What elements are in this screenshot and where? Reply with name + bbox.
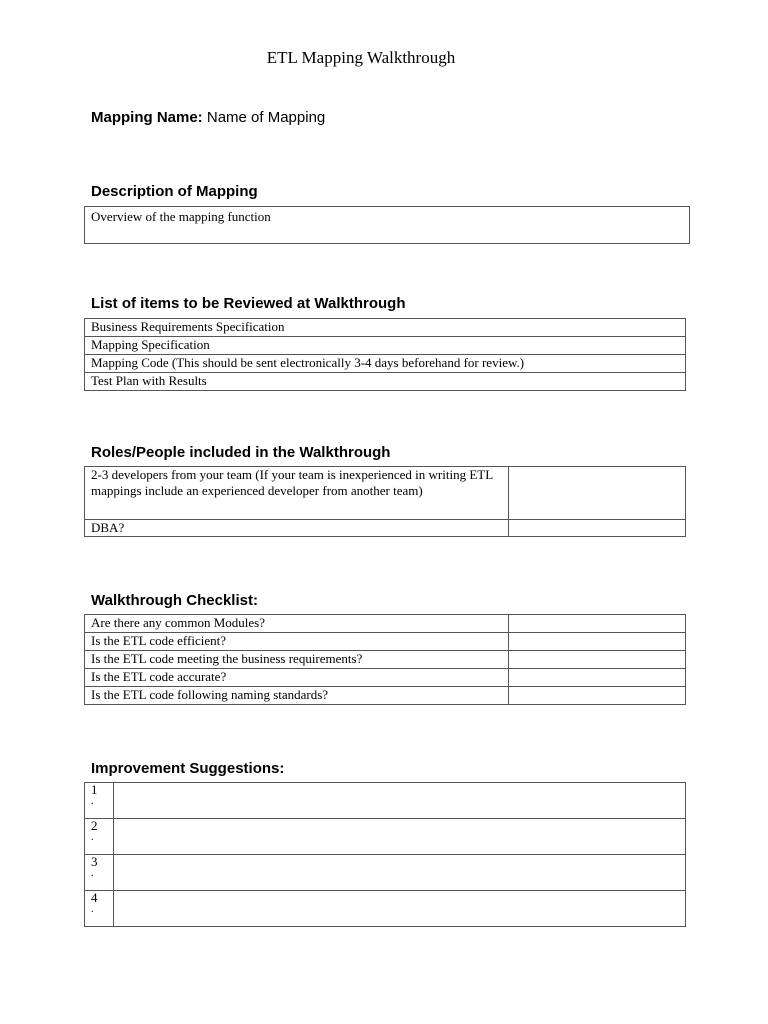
table-row [85, 520, 686, 537]
checklist-question: Are there any common Modules? [85, 615, 509, 633]
suggestion-number [85, 783, 114, 819]
roles-heading: Roles/People included in the Walkthrough [91, 444, 391, 461]
suggestion-number [85, 891, 114, 927]
checklist-question: Is the ETL code accurate? [85, 669, 509, 687]
improvements-heading: Improvement Suggestions: [91, 760, 285, 777]
checklist-table [84, 614, 686, 705]
checklist-answer-cell [508, 669, 685, 687]
checklist-answer-cell [508, 687, 685, 705]
mapping-name-value: Name of Mapping [206, 109, 326, 126]
checklist-heading: Walkthrough Checklist: [91, 592, 258, 609]
table-row [85, 855, 686, 891]
review-item: Mapping Code (This should be sent electronically 3-4 days beforehand for review.) [85, 355, 686, 373]
suggestion-number-dot: . [91, 868, 94, 879]
mapping-name [91, 109, 325, 126]
table-row [85, 355, 686, 373]
suggestion-number-text: 1 [91, 782, 98, 797]
checklist-question: Is the ETL code efficient? [85, 633, 509, 651]
review-item: Mapping Specification [85, 337, 686, 355]
checklist-question: Is the ETL code following naming standards? [85, 687, 509, 705]
mapping-name-label: Mapping Name: [91, 109, 203, 126]
suggestion-number [85, 855, 114, 891]
page-title: ETL Mapping Walkthrough [266, 48, 456, 67]
suggestion-number-text: 4 [91, 890, 98, 905]
table-row [85, 783, 686, 819]
suggestion-number-dot: . [91, 904, 94, 915]
role-description: 2-3 developers from your team (If your team is inexperienced in writing ETL mappings include an experienced developer from another team) [85, 467, 509, 520]
improvements-table [84, 782, 686, 927]
review-items-table [84, 318, 686, 391]
suggestion-number-text: 3 [91, 854, 98, 869]
table-row [85, 651, 686, 669]
review-item: Test Plan with Results [85, 373, 686, 391]
suggestion-cell [114, 891, 686, 927]
description-heading: Description of Mapping [91, 183, 258, 200]
suggestion-number-text: 2 [91, 818, 98, 833]
role-value-cell [508, 467, 685, 520]
table-row [85, 467, 686, 520]
roles-table [84, 466, 686, 537]
suggestion-cell [114, 783, 686, 819]
suggestion-number-dot: . [91, 832, 94, 843]
suggestion-cell [114, 855, 686, 891]
checklist-question: Is the ETL code meeting the business requirements? [85, 651, 509, 669]
suggestion-number [85, 819, 114, 855]
table-row [85, 633, 686, 651]
checklist-answer-cell [508, 615, 685, 633]
suggestion-cell [114, 819, 686, 855]
table-row [85, 319, 686, 337]
table-row [85, 373, 686, 391]
suggestion-number-dot: . [91, 796, 94, 807]
description-text: Overview of the mapping function [85, 207, 690, 244]
role-value-cell [508, 520, 685, 537]
checklist-answer-cell [508, 651, 685, 669]
table-row [85, 337, 686, 355]
review-item: Business Requirements Specification [85, 319, 686, 337]
review-items-heading: List of items to be Reviewed at Walkthrough [91, 295, 406, 312]
role-description: DBA? [85, 520, 509, 537]
table-row [85, 669, 686, 687]
table-row [85, 615, 686, 633]
table-row [85, 891, 686, 927]
checklist-answer-cell [508, 633, 685, 651]
description-table [84, 206, 690, 244]
table-row [85, 819, 686, 855]
table-row [85, 687, 686, 705]
